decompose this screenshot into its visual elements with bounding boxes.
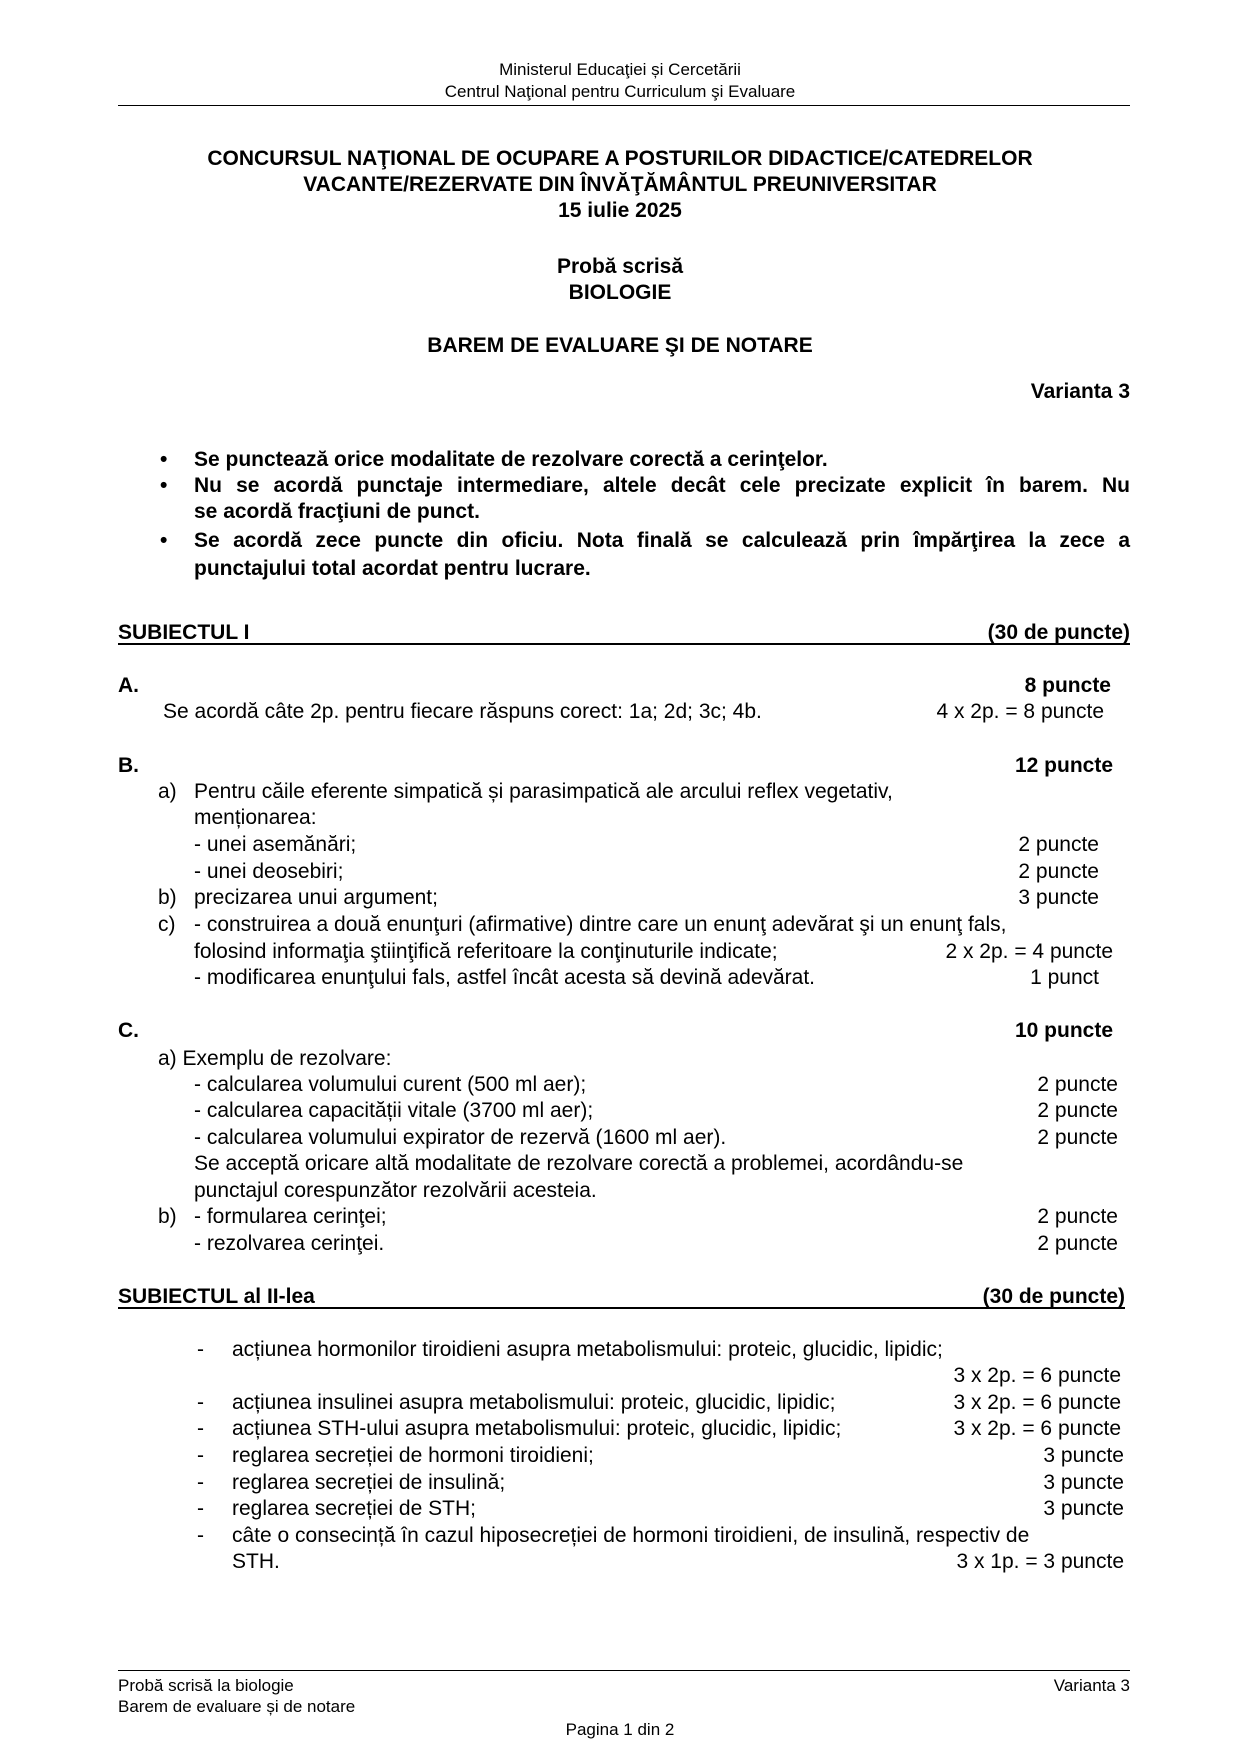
score: 3 puncte — [1043, 1497, 1124, 1520]
part-label: B. — [118, 754, 139, 777]
score: 2 x 2p. = 4 puncte — [945, 940, 1113, 963]
item-text: precizarea unui argument; — [194, 886, 438, 909]
item-text: - unei deosebiri; — [194, 860, 344, 883]
section-rule — [118, 1307, 1125, 1309]
score: 2 puncte — [1037, 1073, 1118, 1096]
item-text: reglarea secreției de hormoni tiroidieni; — [232, 1444, 594, 1467]
exam-type: Probă scrisă — [556, 255, 684, 278]
variant-label: Varianta 3 — [1030, 380, 1130, 403]
item-text: a) Exemplu de rezolvare: — [158, 1047, 392, 1070]
part-label: A. — [118, 674, 139, 697]
dash: - — [197, 1497, 204, 1520]
score: 2 puncte — [1037, 1099, 1118, 1122]
footer-exam: Probă scrisă la biologie — [118, 1676, 294, 1695]
item-text: punctajul corespunzător rezolvării acesteia. — [194, 1179, 597, 1202]
item-text: folosind informaţia ştiinţifică referitoare la conţinuturile indicate; — [194, 940, 778, 963]
section-title: SUBIECTUL al II-lea — [118, 1285, 315, 1308]
section-points: (30 de puncte) — [987, 621, 1130, 644]
title-line-2: VACANTE/REZERVATE DIN ÎNVĂŢĂMÂNTUL PREUNIVERSITAR — [303, 173, 937, 196]
item-text: - rezolvarea cerinţei. — [194, 1232, 385, 1255]
dash: - — [197, 1391, 204, 1414]
item-text: Pentru căile eferente simpatică și parasimpatică ale arcului reflex vegetativ, — [194, 780, 893, 803]
item-text: - construirea a două enunţuri (afirmative) dintre care un enunţ adevărat şi un enunţ fals, — [194, 913, 1007, 936]
part-points: 10 puncte — [1014, 1019, 1113, 1042]
item-text: - calcularea volumului curent (500 ml aer); — [194, 1073, 587, 1096]
item-text: - formularea cerinţei; — [194, 1205, 387, 1228]
score: 2 puncte — [1037, 1205, 1118, 1228]
part-points: 12 puncte — [1014, 754, 1113, 777]
dash: - — [197, 1524, 204, 1547]
item-label: a) — [158, 780, 177, 803]
score: 2 puncte — [1018, 833, 1099, 856]
item-text: Se acceptă oricare altă modalitate de rezolvare corectă a problemei, acordându-se — [194, 1152, 964, 1175]
item-text: - unei asemănări; — [194, 833, 357, 856]
section-rule — [118, 643, 1130, 645]
item-label: c) — [158, 913, 176, 936]
ministry-name: Ministerul Educaţiei și Cercetării — [499, 60, 741, 79]
item-text: acțiunea STH-ului asupra metabolismului: proteic, glucidic, lipidic; — [232, 1417, 842, 1440]
item-text: - modificarea enunţului fals, astfel încât acesta să devină adevărat. — [194, 966, 816, 989]
score: 3 puncte — [1018, 886, 1099, 909]
item-label: b) — [158, 1205, 177, 1228]
rule-text: Nu se acordă punctaje intermediare, altele decât cele precizate explicit în barem. Nu — [194, 474, 1130, 497]
rule-text: Se acordă zece puncte din oficiu. Nota finală se calculează prin împărţirea la zece a — [194, 529, 1130, 552]
page-number: Pagina 1 din 2 — [565, 1720, 675, 1739]
section-title: SUBIECTUL I — [118, 621, 250, 644]
footer-rule — [118, 1670, 1130, 1671]
score: 3 x 2p. = 6 puncte — [953, 1391, 1121, 1414]
part-label: C. — [118, 1019, 139, 1042]
item-text: reglarea secreției de insulină; — [232, 1471, 506, 1494]
bullet-icon: • — [160, 474, 168, 497]
rule-text: punctajului total acordat pentru lucrare. — [194, 557, 591, 580]
score: 3 x 2p. = 6 puncte — [953, 1417, 1121, 1440]
item-text: - calcularea capacității vitale (3700 ml aer); — [194, 1099, 594, 1122]
dash: - — [197, 1417, 204, 1440]
rule-text: se acordă fracţiuni de punct. — [194, 500, 480, 523]
rule-text: Se punctează orice modalitate de rezolvare corectă a cerinţelor. — [194, 448, 828, 471]
bullet-icon: • — [160, 529, 168, 552]
item-text: reglarea secreției de STH; — [232, 1497, 476, 1520]
item-text: acțiunea insulinei asupra metabolismului: proteic, glucidic, lipidic; — [232, 1391, 836, 1414]
score: 2 puncte — [1018, 860, 1099, 883]
bullet-icon: • — [160, 448, 168, 471]
item-text: - calcularea volumului expirator de rezervă (1600 ml aer). — [194, 1126, 727, 1149]
score: 2 puncte — [1037, 1126, 1118, 1149]
answer-text: Se acordă câte 2p. pentru fiecare răspuns corect: 1a; 2d; 3c; 4b. — [163, 700, 762, 723]
section-points: (30 de puncte) — [982, 1285, 1125, 1308]
score: 3 x 1p. = 3 puncte — [956, 1550, 1124, 1573]
item-text: STH. — [232, 1550, 280, 1573]
score: 2 puncte — [1037, 1232, 1118, 1255]
part-points: 8 puncte — [1024, 674, 1111, 697]
footer-variant: Varianta 3 — [1053, 1676, 1130, 1695]
dash: - — [197, 1471, 204, 1494]
exam-date: 15 iulie 2025 — [558, 199, 682, 222]
item-text: acțiunea hormonilor tiroidieni asupra metabolismului: proteic, glucidic, lipidic; — [232, 1338, 943, 1361]
exam-subject: BIOLOGIE — [568, 281, 672, 304]
footer-doc: Barem de evaluare și de notare — [118, 1697, 356, 1716]
score: 3 puncte — [1043, 1444, 1124, 1467]
center-name: Centrul Naţional pentru Curriculum şi Evaluare — [444, 82, 796, 101]
document-type: BAREM DE EVALUARE ŞI DE NOTARE — [427, 334, 813, 357]
dash: - — [197, 1338, 204, 1361]
score: 1 punct — [1030, 966, 1099, 989]
header-rule — [118, 105, 1130, 106]
dash: - — [197, 1444, 204, 1467]
score: 4 x 2p. = 8 puncte — [936, 700, 1104, 723]
item-text: menționarea: — [194, 806, 317, 829]
item-text: câte o consecință în cazul hiposecreției de hormoni tiroidieni, de insulină, respectiv de — [232, 1524, 1030, 1547]
title-line-1: CONCURSUL NAŢIONAL DE OCUPARE A POSTURILOR DIDACTICE/CATEDRELOR — [207, 147, 1033, 170]
item-label: b) — [158, 886, 177, 909]
score: 3 x 2p. = 6 puncte — [953, 1364, 1121, 1387]
score: 3 puncte — [1043, 1471, 1124, 1494]
